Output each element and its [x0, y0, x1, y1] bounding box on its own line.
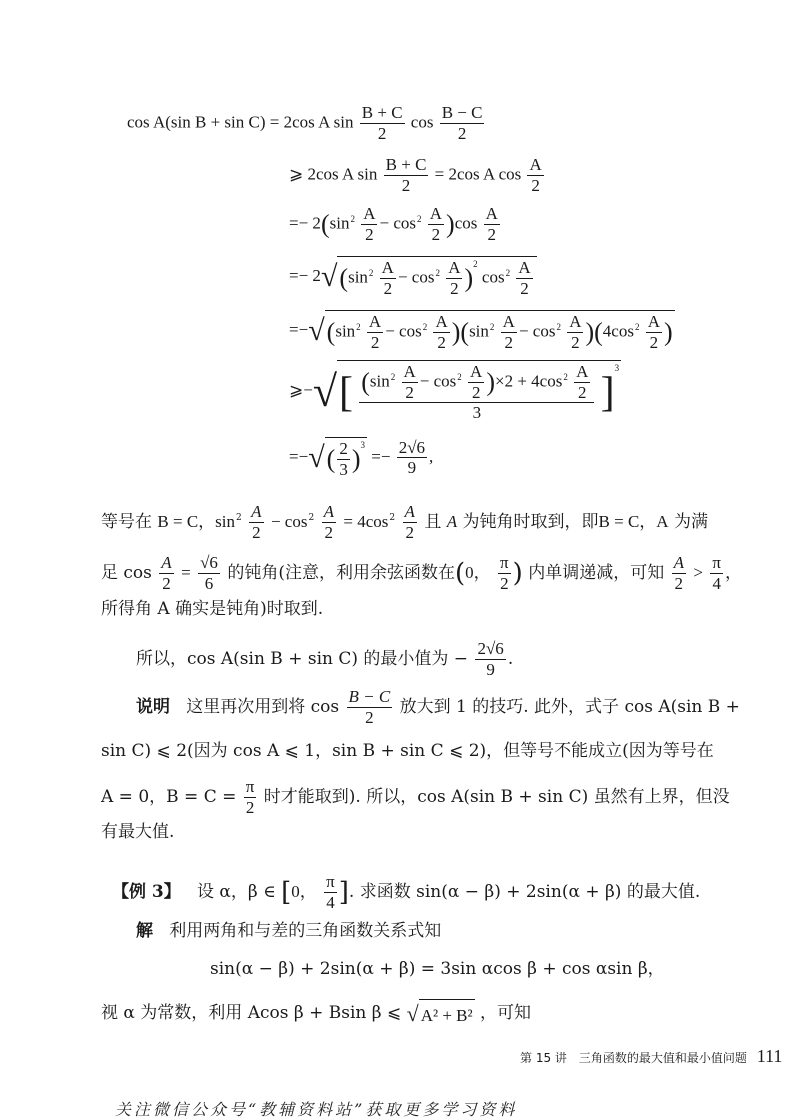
solution-equation: sin(α − β) + 2sin(α + β) = 3sin αcos β + cos αsin β， [210, 959, 665, 979]
example-label: 【例 3】 [112, 882, 181, 903]
watermark-text: 关注微信公众号“教辅资料站”获取更多学习资料 [115, 1100, 518, 1119]
derivation-line-1 [127, 104, 486, 143]
note-label: 说明 [136, 697, 170, 718]
note-line-2: sin C) ⩽ 2(因为 cos A ⩽ 1，sin B + sin C ⩽ 2)，但等号不能成立(因为等号在 [101, 741, 714, 761]
solution-line-1: 解 利用两角和与差的三角函数关系式知 [136, 921, 442, 941]
derivation-line-5: $=-√(\sin^2$ $\frac{A}{2}$ − $\cos^2$ $\frac{A}{2}$ )($\sin^2$ $\frac{A}{2}$ − $\cos^2$ $\frac{A}{2}$ )($4\cos^2$ $\frac{A}{2}$ ) [289, 312, 673, 352]
page-footer [520, 1046, 782, 1067]
line2-pre: ⩾ 2cos A sin [289, 164, 378, 184]
line1-rhs-pre: 2cos A sin [283, 112, 354, 132]
chapter-title: 第 15 讲 三角函数的最大值和最小值问题 [520, 1051, 747, 1065]
line2-frac-1: $\frac{B + C}{2}$ [385, 155, 427, 195]
line1-frac-1: $\frac{B + C}{2}$ [361, 103, 403, 143]
note-line-3: A = 0，B = C = $\frac{\pi}{2}$ 时才能取到). 所以，cos A(sin B + sin C) 虽然有上界，但没 [101, 777, 730, 817]
note-line-4: 有最大值. [101, 822, 175, 842]
line1-mid: cos [410, 112, 434, 132]
solution-label: 解 [136, 921, 153, 941]
line1-frac-2: $\frac{B - C}{2}$ [441, 103, 483, 143]
derivation-line-2 [289, 156, 546, 195]
equality-condition-line-1: 等号在 B = C，$\sin^2$ $\frac{A}{2}$ − $\cos^2$ $\frac{A}{2}$ = $4\cos^2$ $\frac{A}{2}$ 且 A 为钝角时取到，即B = C，A 为满 [101, 502, 708, 542]
solution-line-3: 视 α 为常数，利用 Acos β + Bsin β ⩽ √ A² + B² ，可知 [101, 996, 531, 1031]
line2-frac-2: $\frac{A}{2}$ [529, 155, 542, 195]
page-number: 111 [756, 1046, 783, 1066]
derivation-line-7: =−√( $\frac{2}{3}$ )$^3$ =− $\frac{2√6}{9}$ , [289, 437, 434, 479]
minimum-value-statement: 所以，cos A(sin B + sin C) 的最小值为 − $\frac{2√6}{9}$ . [136, 639, 514, 679]
derivation-line-4: =− $2√(\sin^2$ $\frac{A}{2}$ − $\cos^2$ $\frac{A}{2}$ )$^2$ $\cos^2$ $\frac{A}{2}$ [289, 256, 537, 298]
line2-mid: = 2cos A cos [434, 164, 522, 184]
equality-condition-line-3: 所得角 A 确实是钝角)时取到. [101, 599, 324, 619]
derivation-line-6: ⩾−√[ ($\sin^2$ $\frac{A}{2}$ − $\cos^2$ $\frac{A}{2}$ )$\times 2 + 4\cos^2$ $\frac{A}{2}$ 3 ]$^3$ [289, 362, 620, 423]
line1-lhs: cos A(sin B + sin C) = [127, 112, 280, 132]
example-3: 【例 3】 设 α，β ∈ [0， $\frac{\pi}{4}$ ]. 求函数 sin(α − β) + 2sin(α + β) 的最大值. [112, 872, 701, 912]
derivation-line-3: =− $2(\sin^2$ $\frac{A}{2}$ − $\cos^2$ $\frac{A}{2}$ )cos $\frac{A}{2}$ [289, 204, 498, 244]
equality-condition-line-2: 足 cos $\frac{A}{2}$ = $\frac{√6}{6}$ 的钝角(注意，利用余弦函数在(0， $\frac{\pi}{2}$ ) 内单调递减，可知 $\frac{A}{2}$ > $\frac{\pi}{4}$ ， [101, 553, 742, 593]
note-line-1: 说明 这里再次用到将 cos $\frac{B - C}{2}$ 放大到 1 的技巧. 此外，式子 cos A(sin B + [136, 687, 740, 727]
